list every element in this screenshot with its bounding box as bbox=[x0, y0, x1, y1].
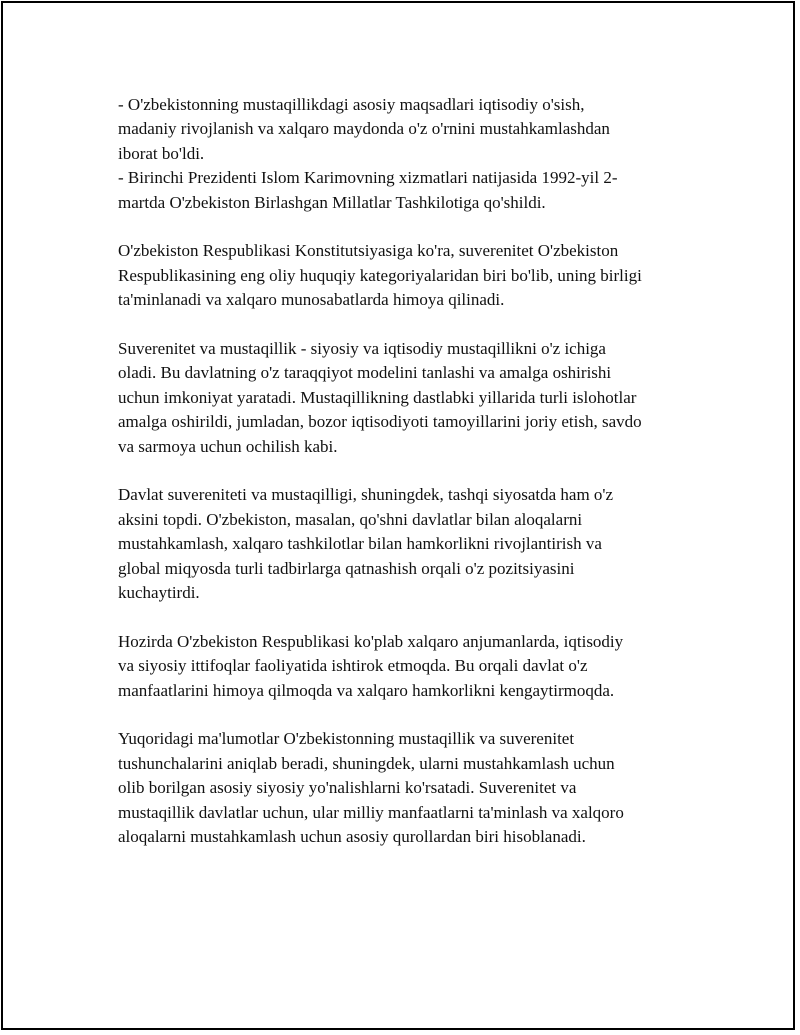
paragraph-sovereignty-economy: Suverenitet va mustaqillik - siyosiy va iqtisodiy mustaqillikni o'z ichiga oladi. Bu davlatning o'z taraqqiyot modelini tanlashi va amalga oshirishi uchun imkoniyat yaratadi. Mustaqillikning dastlabki yillarida turli islohotlar amalga oshirildi, jumladan, bozor iqtisodiyoti tamoyillarini joriy etish, savdo va sarmoya uchun ochilish kabi. bbox=[118, 339, 642, 456]
document-body bbox=[118, 93, 698, 874]
paragraph-conclusion: Yuqoridagi ma'lumotlar O'zbekistonning mustaqillik va suverenitet tushunchalarini aniqlab beradi, shuningdek, ularni mustahkamlash uchun olib borilgan asosiy siyosiy yo'nalishlarni ko'rsatadi. Suverenitet va mustaqillik davlatlar uchun, ular milliy manfaatlarni ta'minlash va xalqoro aloqalarni mustahkamlash uchun asosiy qurollardan biri hisoblanadi. bbox=[118, 729, 624, 847]
paragraph-international-cooperation: Hozirda O'zbekiston Respublikasi ko'plab xalqaro anjumanlarda, iqtisodiy va siyosiy ittifoqlar faoliyatida ishtirok etmoqda. Bu orqali davlat o'z manfaatlarini himoya qilmoqda va xalqaro hamkorlikni kengaytirmoqda. bbox=[118, 631, 624, 700]
paragraph-constitution: O'zbekiston Respublikasi Konstitutsiyasiga ko'ra, suverenitet O'zbekiston Respublikasining eng oliy huquqiy kategoriyalaridan biri bo'lib, uning birligi ta'minlanadi va xalqaro munosabatlarda himoya qilinadi. bbox=[118, 241, 642, 310]
paragraph-independence-goals: - O'zbekistonning mustaqillikdagi asosiy maqsadlari iqtisodiy o'sish, madaniy rivojlanish va xalqaro maydonda o'z o'rnini mustahkamlashdan iborat bo'ldi. - Birinchi Prezidenti Islom Karimovning xizmatlari natijasida 1992-yil 2- martda O'zbekiston Birlashgan Millatlar Tashkilotiga qo'shildi. bbox=[118, 95, 618, 212]
paragraph-foreign-policy: Davlat suvereniteti va mustaqilligi, shuningdek, tashqi siyosatda ham o'z aksini topdi. O'zbekiston, masalan, qo'shni davlatlar bilan aloqalarni mustahkamlash, xalqaro tashkilotlar bilan hamkorlikni rivojlantirish va global miqyosda turli tadbirlarga qatnashish orqali o'z pozitsiyasini kuchaytirdi. bbox=[118, 485, 614, 603]
